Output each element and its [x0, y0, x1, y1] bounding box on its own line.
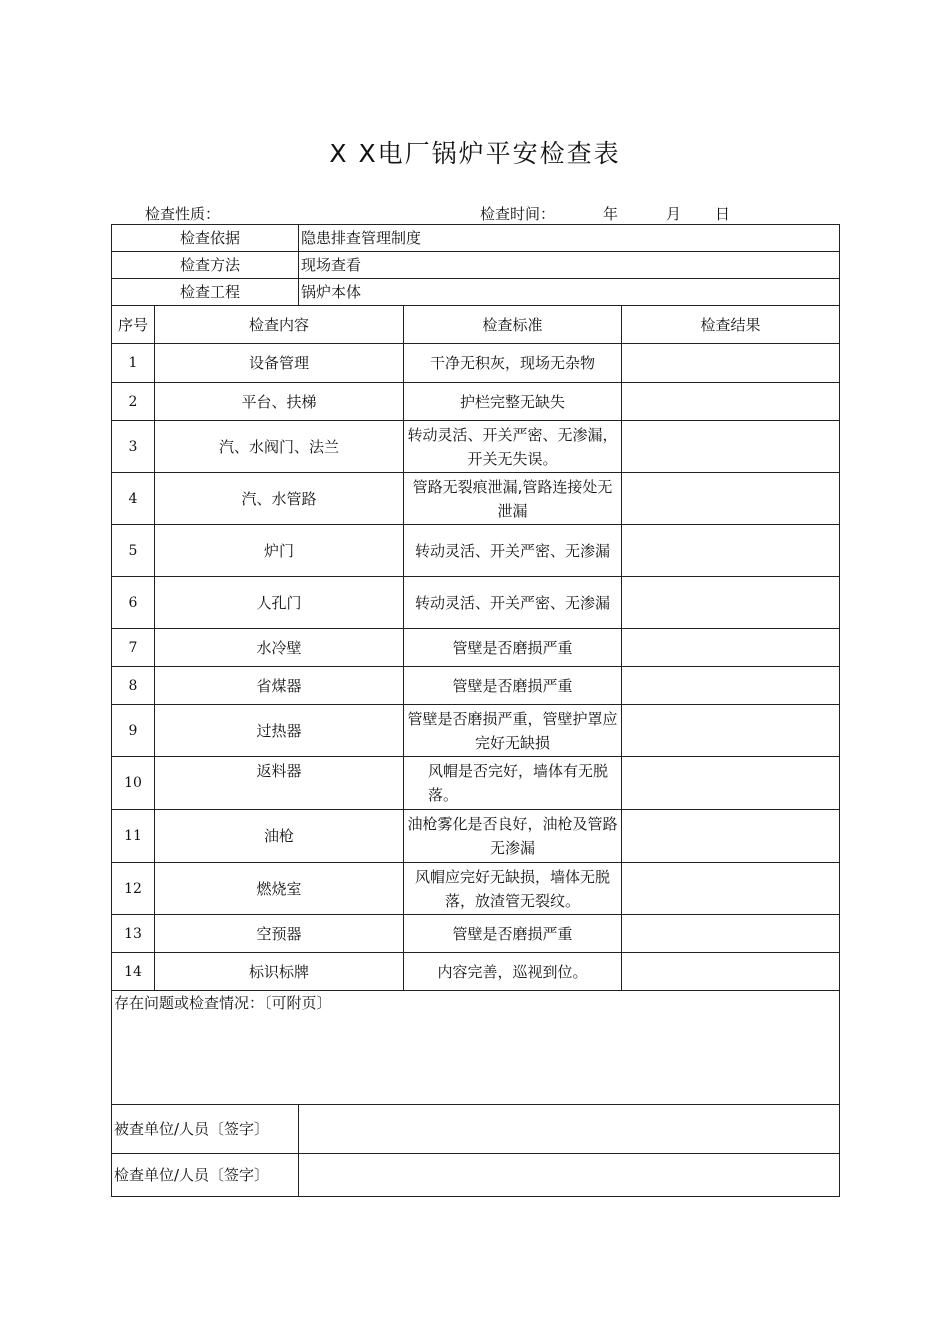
info-value: 隐患排查管理制度	[299, 225, 840, 252]
table-row	[112, 810, 840, 863]
table-row	[112, 915, 840, 953]
inspection-time	[480, 203, 730, 224]
table-row	[112, 953, 840, 991]
item-number: 11	[112, 810, 155, 863]
table-row	[112, 577, 840, 629]
notes-field[interactable]	[112, 991, 840, 1105]
table-row	[112, 383, 840, 421]
item-standard: 风帽是否完好，墙体有无脱落。	[404, 757, 622, 810]
item-content: 平台、扶梯	[155, 383, 404, 421]
inspector-signature-field[interactable]	[299, 1154, 840, 1197]
year-label: 年	[603, 205, 619, 223]
table-row	[112, 525, 840, 577]
item-standard: 管路无裂痕泄漏,管路连接处无泄漏	[404, 473, 622, 525]
item-number: 8	[112, 667, 155, 705]
item-content: 人孔门	[155, 577, 404, 629]
item-result-cell[interactable]	[622, 915, 840, 953]
inspection-nature-label: 检查性质：	[145, 205, 221, 223]
item-standard: 管壁是否磨损严重	[404, 629, 622, 667]
table-row	[112, 757, 840, 810]
item-number: 13	[112, 915, 155, 953]
item-standard: 内容完善，巡视到位。	[404, 953, 622, 991]
item-content: 汽、水阀门、法兰	[155, 421, 404, 473]
item-content: 汽、水管路	[155, 473, 404, 525]
notes-label: 存在问题或检查情况：〔可附页〕	[114, 994, 332, 1012]
item-content: 空预器	[155, 915, 404, 953]
item-result-cell[interactable]	[622, 667, 840, 705]
item-standard: 风帽应完好无缺损，墙体无脱落，放渣管无裂纹。	[404, 863, 622, 915]
item-result-cell[interactable]	[622, 344, 840, 383]
info-row	[112, 252, 840, 279]
item-content: 返料器	[155, 757, 404, 810]
item-content: 过热器	[155, 705, 404, 757]
header-row	[112, 306, 840, 344]
item-content: 油枪	[155, 810, 404, 863]
info-value: 现场查看	[299, 252, 840, 279]
column-header-standard: 检查标准	[404, 306, 622, 344]
item-number: 3	[112, 421, 155, 473]
item-number: 4	[112, 473, 155, 525]
item-standard: 管壁是否磨损严重，管壁护罩应完好无缺损	[404, 705, 622, 757]
item-result-cell[interactable]	[622, 757, 840, 810]
notes-row	[112, 991, 840, 1105]
item-standard: 转动灵活、开关严密、无渗漏	[404, 525, 622, 577]
inspected-signature-label: 被查单位/人员〔签字〕	[112, 1105, 299, 1154]
item-standard: 管壁是否磨损严重	[404, 667, 622, 705]
item-result-cell[interactable]	[622, 383, 840, 421]
item-content: 燃烧室	[155, 863, 404, 915]
item-number: 10	[112, 757, 155, 810]
day-label: 日	[715, 205, 731, 223]
info-label: 检查依据	[112, 225, 299, 252]
item-content: 水冷壁	[155, 629, 404, 667]
month-label: 月	[666, 205, 682, 223]
item-result-cell[interactable]	[622, 421, 840, 473]
item-number: 12	[112, 863, 155, 915]
item-result-cell[interactable]	[622, 863, 840, 915]
info-label: 检查方法	[112, 252, 299, 279]
item-number: 5	[112, 525, 155, 577]
item-standard: 转动灵活、开关严密、无渗漏	[404, 577, 622, 629]
inspection-table	[111, 224, 840, 1197]
table-row	[112, 629, 840, 667]
column-header-seq: 序号	[112, 306, 155, 344]
item-standard: 干净无积灰，现场无杂物	[404, 344, 622, 383]
item-standard: 管壁是否磨损严重	[404, 915, 622, 953]
info-row	[112, 279, 840, 306]
column-header-content: 检查内容	[155, 306, 404, 344]
info-value: 锅炉本体	[299, 279, 840, 306]
item-content: 设备管理	[155, 344, 404, 383]
table-row	[112, 863, 840, 915]
item-result-cell[interactable]	[622, 810, 840, 863]
meta-row	[111, 201, 839, 223]
inspector-signature-label: 检查单位/人员〔签字〕	[112, 1154, 299, 1197]
inspected-signature-field[interactable]	[299, 1105, 840, 1154]
item-number: 1	[112, 344, 155, 383]
item-result-cell[interactable]	[622, 705, 840, 757]
info-label: 检查工程	[112, 279, 299, 306]
item-number: 2	[112, 383, 155, 421]
item-standard: 油枪雾化是否良好，油枪及管路无渗漏	[404, 810, 622, 863]
signature-row	[112, 1154, 840, 1197]
item-result-cell[interactable]	[622, 525, 840, 577]
column-header-result: 检查结果	[622, 306, 840, 344]
inspection-time-label: 检查时间：	[480, 205, 556, 223]
page-title: X X电厂锅炉平安检查表	[329, 139, 621, 168]
item-number: 6	[112, 577, 155, 629]
item-content: 炉门	[155, 525, 404, 577]
item-standard: 护栏完整无缺失	[404, 383, 622, 421]
item-number: 9	[112, 705, 155, 757]
item-content: 省煤器	[155, 667, 404, 705]
signature-row	[112, 1105, 840, 1154]
table-row	[112, 705, 840, 757]
table-row	[112, 344, 840, 383]
item-number: 14	[112, 953, 155, 991]
item-result-cell[interactable]	[622, 953, 840, 991]
item-result-cell[interactable]	[622, 577, 840, 629]
table-row	[112, 421, 840, 473]
item-standard: 转动灵活、开关严密、无渗漏，开关无失误。	[404, 421, 622, 473]
table-row	[112, 473, 840, 525]
table-row	[112, 667, 840, 705]
item-result-cell[interactable]	[622, 629, 840, 667]
item-content: 标识标牌	[155, 953, 404, 991]
item-result-cell[interactable]	[622, 473, 840, 525]
item-number: 7	[112, 629, 155, 667]
info-row	[112, 225, 840, 252]
